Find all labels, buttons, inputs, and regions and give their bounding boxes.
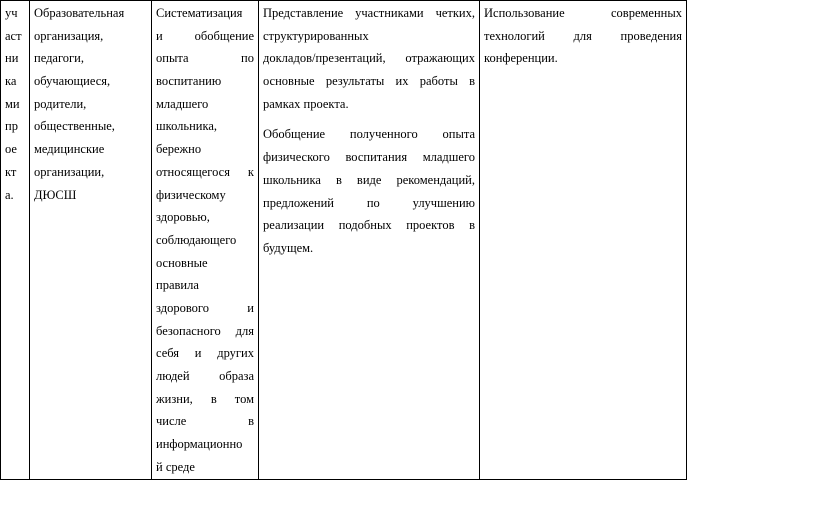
text-line: ка bbox=[5, 74, 17, 89]
text-line: а. bbox=[5, 187, 14, 202]
text-line: уч bbox=[5, 6, 18, 20]
text-line: основные bbox=[156, 255, 208, 270]
text-line: ни bbox=[5, 51, 19, 66]
table-row bbox=[1, 1, 687, 480]
text-line: бережно bbox=[156, 142, 202, 157]
text-line: соблюдающего bbox=[156, 232, 237, 247]
text-line: себя и других bbox=[156, 346, 254, 361]
text-line: школьника, bbox=[156, 119, 218, 134]
text-line: ое bbox=[5, 142, 17, 157]
text-line: воспитанию bbox=[156, 74, 222, 89]
text-line: жизни, в том bbox=[156, 391, 254, 406]
text-line: организация, bbox=[34, 28, 104, 43]
text-line: родители, bbox=[34, 96, 87, 111]
text-line: числе в bbox=[156, 414, 254, 429]
participants-cell bbox=[30, 1, 152, 480]
text-line: педагоги, bbox=[34, 51, 84, 66]
text-line: медицинские bbox=[34, 142, 105, 157]
text-line: общественные, bbox=[34, 119, 115, 134]
text-line: технологий для проведения bbox=[484, 28, 682, 43]
text-line: Использование современных bbox=[484, 6, 682, 20]
text-line: конференции. bbox=[484, 51, 558, 66]
text-line: рамках проекта. bbox=[263, 96, 349, 111]
text-line: физического воспитания младшего bbox=[263, 150, 475, 165]
text-line: основные результаты их работы в bbox=[263, 74, 475, 89]
text-line: Систематизация bbox=[156, 6, 243, 20]
text-line: предложений по улучшению bbox=[263, 195, 475, 210]
text-line: организации, bbox=[34, 164, 105, 179]
text-line: Обобщение полученного опыта bbox=[263, 127, 475, 142]
text-line: здоровью, bbox=[156, 210, 210, 225]
results-cell bbox=[259, 1, 480, 480]
text-line: ДЮСШ bbox=[34, 187, 77, 202]
text-line: опыта по bbox=[156, 51, 254, 66]
text-line: кт bbox=[5, 164, 17, 179]
participants-short-cell bbox=[1, 1, 30, 480]
text-line: реализации подобных проектов в bbox=[263, 218, 475, 233]
text-line: структурированных bbox=[263, 28, 369, 43]
text-line: школьника в виде рекомендаций, bbox=[263, 172, 475, 187]
text-line: относящегося к bbox=[156, 164, 254, 179]
text-line: и обобщение bbox=[156, 28, 254, 43]
goals-cell bbox=[152, 1, 259, 480]
text-line: й среде bbox=[156, 459, 195, 474]
text-line: Образовательная bbox=[34, 6, 125, 20]
text-line: физическому bbox=[156, 187, 226, 202]
text-line: пр bbox=[5, 119, 18, 134]
methods-cell bbox=[480, 1, 687, 480]
text-line: здорового и bbox=[156, 300, 254, 315]
text-line: правила bbox=[156, 278, 199, 293]
text-line: Представление участниками четких, bbox=[263, 6, 475, 20]
text-line: ми bbox=[5, 96, 20, 111]
text-line: аст bbox=[5, 28, 22, 43]
text-line: младшего bbox=[156, 96, 209, 111]
text-line: людей образа bbox=[156, 369, 254, 383]
text-line: информационно bbox=[156, 437, 243, 452]
text-line: будущем. bbox=[263, 240, 314, 255]
paragraph-gap bbox=[263, 115, 475, 123]
text-line: безопасного для bbox=[156, 323, 254, 338]
text-line: докладов/презентаций, отражающих bbox=[263, 51, 475, 66]
text-line: обучающиеся, bbox=[34, 74, 111, 89]
